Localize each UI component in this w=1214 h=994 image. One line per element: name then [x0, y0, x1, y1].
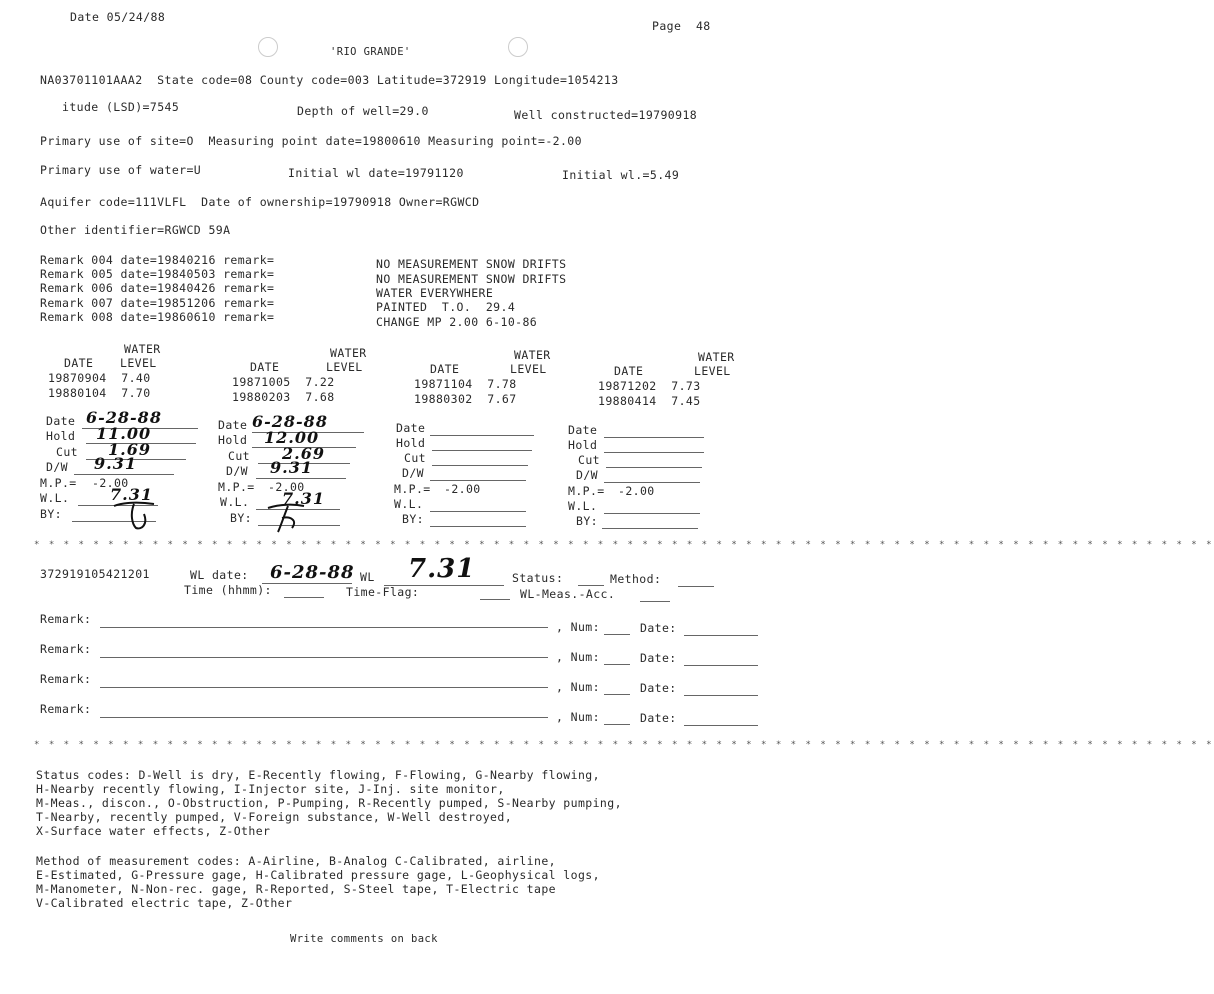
altitude: itude (LSD)=7545 [62, 100, 180, 114]
num-label: , Num: [556, 650, 600, 664]
initials-signature [110, 500, 160, 532]
date-label: Date: [640, 651, 677, 665]
table-row: 19880414 7.45 [598, 394, 701, 408]
entry-mp-value: -2.00 [444, 482, 481, 496]
wl-value[interactable]: 7.31 [408, 554, 476, 584]
remark-text: CHANGE MP 2.00 6-10-86 [376, 315, 538, 329]
entry-mp-label: M.P.= [568, 484, 605, 498]
entry-date-label: Date [46, 414, 76, 428]
entry-mp-label: M.P.= [394, 482, 431, 496]
footer-note: Write comments on back [290, 933, 438, 945]
table-row: 19870904 7.40 [48, 371, 151, 385]
wl-meas-acc-label: WL-Meas.-Acc. [520, 587, 616, 601]
entry-by-label: BY: [40, 507, 62, 521]
date-label: Date: [640, 711, 677, 725]
num-label: , Num: [556, 710, 600, 724]
wl-date-label: WL date: [190, 568, 249, 582]
entry-hold-label: Hold [218, 433, 248, 447]
remark-label: Remark 006 date=19840426 remark= [40, 281, 275, 295]
entry-cut-label: Cut [56, 445, 78, 459]
status-label: Status: [512, 571, 564, 585]
time-label: Time (hhmm): [184, 583, 272, 597]
divider-bottom: * * * * * * * * * * * * * * * * * * * * * * * * * * * * * * * * * * * * * * * * * * * * * * * * * * * * * * * * * * * * * * * * * * * * * * * * * * * * * * * * [34, 740, 1214, 750]
primary-use-water: Primary use of water=U [40, 163, 202, 177]
initials-signature [262, 500, 312, 536]
col-header-level: LEVEL [120, 356, 157, 370]
entry-date-label: Date [218, 418, 248, 432]
table-row: 19871005 7.22 [232, 375, 335, 389]
table-row: 19871104 7.78 [414, 377, 517, 391]
remark-text: NO MEASUREMENT SNOW DRIFTS [376, 257, 567, 271]
table-row: 19880104 7.70 [48, 386, 151, 400]
col-header-level: LEVEL [326, 360, 363, 374]
entry-by-label: BY: [230, 511, 252, 525]
entry-date-label: Date [568, 423, 598, 437]
remark-line-label: Remark: [40, 672, 92, 686]
wl-label: WL [360, 570, 375, 584]
table-row: 19871202 7.73 [598, 379, 701, 393]
remark-label: Remark 005 date=19840503 remark= [40, 267, 275, 281]
col-header-water: WATER [124, 342, 161, 356]
entry-cut-label: Cut [578, 453, 600, 467]
basin-name: 'RIO GRANDE' [330, 46, 411, 58]
entry-hold-label: Hold [396, 436, 426, 450]
col-header-water: WATER [514, 348, 551, 362]
well-constructed: Well constructed=19790918 [514, 108, 698, 122]
remark-text: PAINTED T.O. 29.4 [376, 300, 516, 314]
col-header-level: LEVEL [694, 364, 731, 378]
punch-hole-left [258, 37, 278, 57]
entry-hold-label: Hold [46, 429, 76, 443]
date-label: Date: [640, 681, 677, 695]
entry-dw-label: D/W [402, 466, 424, 480]
wl-date-value[interactable]: 6-28-88 [270, 562, 355, 583]
entry-mp-label: M.P.= [40, 476, 77, 490]
header-date: Date 05/24/88 [70, 10, 166, 24]
status-code-line: T-Nearby, recently pumped, V-Foreign substance, W-Well destroyed, [36, 810, 513, 824]
col-header-date: DATE [250, 360, 280, 374]
well-depth: Depth of well=29.0 [297, 104, 429, 118]
entry-dw-label: D/W [46, 460, 68, 474]
table-row: 19880302 7.67 [414, 392, 517, 406]
header-page: Page 48 [652, 19, 711, 33]
initial-wl-date: Initial wl date=19791120 [288, 166, 464, 180]
initial-wl: Initial wl.=5.49 [562, 168, 680, 182]
table-row: 19880203 7.68 [232, 390, 335, 404]
other-identifier: Other identifier=RGWCD 59A [40, 223, 231, 237]
entry-by-label: BY: [402, 512, 424, 526]
remark-label: Remark 004 date=19840216 remark= [40, 253, 275, 267]
entry-wl-label: W.L. [568, 499, 598, 513]
entry-wl-label: W.L. [40, 491, 70, 505]
aquifer-code: Aquifer code=111VLFL Date of ownership=19790918 Owner=RGWCD [40, 195, 480, 209]
method-label: Method: [610, 572, 662, 586]
entry-wl-label: W.L. [220, 495, 250, 509]
method-code-line: Method of measurement codes: A-Airline, B-Analog C-Calibrated, airline, [36, 854, 556, 868]
status-code-line: X-Surface water effects, Z-Other [36, 824, 271, 838]
entry-date-label: Date [396, 421, 426, 435]
remark-line-label: Remark: [40, 612, 92, 626]
entry-mp-value: -2.00 [618, 484, 655, 498]
punch-hole-right [508, 37, 528, 57]
primary-use-site: Primary use of site=O Measuring point date=19800610 Measuring point=-2.00 [40, 134, 582, 148]
status-code-line: H-Nearby recently flowing, I-Injector site, J-Inj. site monitor, [36, 782, 505, 796]
entry-mp-value: -2.00 [92, 476, 129, 490]
entry-wl-value[interactable]: 7.31 [282, 489, 325, 508]
entry-cut-value[interactable]: 2.69 [282, 444, 325, 463]
divider-top: * * * * * * * * * * * * * * * * * * * * * * * * * * * * * * * * * * * * * * * * * * * * * * * * * * * * * * * * * * * * * * * * * * * * * * * * * * * * * * * * [34, 540, 1214, 550]
form-site-id: 372919105421201 [40, 567, 150, 581]
entry-mp-label: M.P.= [218, 480, 255, 494]
entry-dw-label: D/W [576, 468, 598, 482]
entry-hold-value[interactable]: 12.00 [264, 428, 320, 447]
num-label: , Num: [556, 620, 600, 634]
entry-hold-value[interactable]: 11.00 [96, 424, 152, 443]
remark-line-label: Remark: [40, 642, 92, 656]
entry-hold-label: Hold [568, 438, 598, 452]
entry-date-value[interactable]: 6-28-88 [86, 408, 162, 427]
entry-wl-label: W.L. [394, 497, 424, 511]
entry-wl-value[interactable]: 7.31 [110, 485, 153, 504]
time-flag-label: Time-Flag: [346, 585, 420, 599]
col-header-date: DATE [614, 364, 644, 378]
col-header-date: DATE [64, 356, 94, 370]
col-header-water: WATER [698, 350, 735, 364]
entry-dw-value[interactable]: 9.31 [94, 454, 137, 473]
remark-line-label: Remark: [40, 702, 92, 716]
entry-dw-label: D/W [226, 464, 248, 478]
date-label: Date: [640, 621, 677, 635]
entry-cut-label: Cut [228, 449, 250, 463]
remark-label: Remark 008 date=19860610 remark= [40, 310, 275, 324]
status-code-line: Status codes: D-Well is dry, E-Recently flowing, F-Flowing, G-Nearby flowing, [36, 768, 600, 782]
col-header-date: DATE [430, 362, 460, 376]
entry-date-value[interactable]: 6-28-88 [252, 412, 328, 431]
status-code-line: M-Meas., discon., O-Obstruction, P-Pumping, R-Recently pumped, S-Nearby pumping, [36, 796, 622, 810]
entry-cut-value[interactable]: 1.69 [108, 440, 151, 459]
entry-cut-label: Cut [404, 451, 426, 465]
method-code-line: V-Calibrated electric tape, Z-Other [36, 896, 293, 910]
remark-label: Remark 007 date=19851206 remark= [40, 296, 275, 310]
method-code-line: M-Manometer, N-Non-rec. gage, R-Reported, S-Steel tape, T-Electric tape [36, 882, 556, 896]
col-header-water: WATER [330, 346, 367, 360]
remark-text: WATER EVERYWHERE [376, 286, 494, 300]
remark-text: NO MEASUREMENT SNOW DRIFTS [376, 272, 567, 286]
entry-by-label: BY: [576, 514, 598, 528]
entry-dw-value[interactable]: 9.31 [270, 458, 313, 477]
entry-mp-value: -2.00 [268, 480, 305, 494]
num-label: , Num: [556, 680, 600, 694]
col-header-level: LEVEL [510, 362, 547, 376]
site-id-line: NA03701101AAA2 State code=08 County code=003 Latitude=372919 Longitude=1054213 [40, 73, 619, 87]
method-code-line: E-Estimated, G-Pressure gage, H-Calibrated pressure gage, L-Geophysical logs, [36, 868, 600, 882]
